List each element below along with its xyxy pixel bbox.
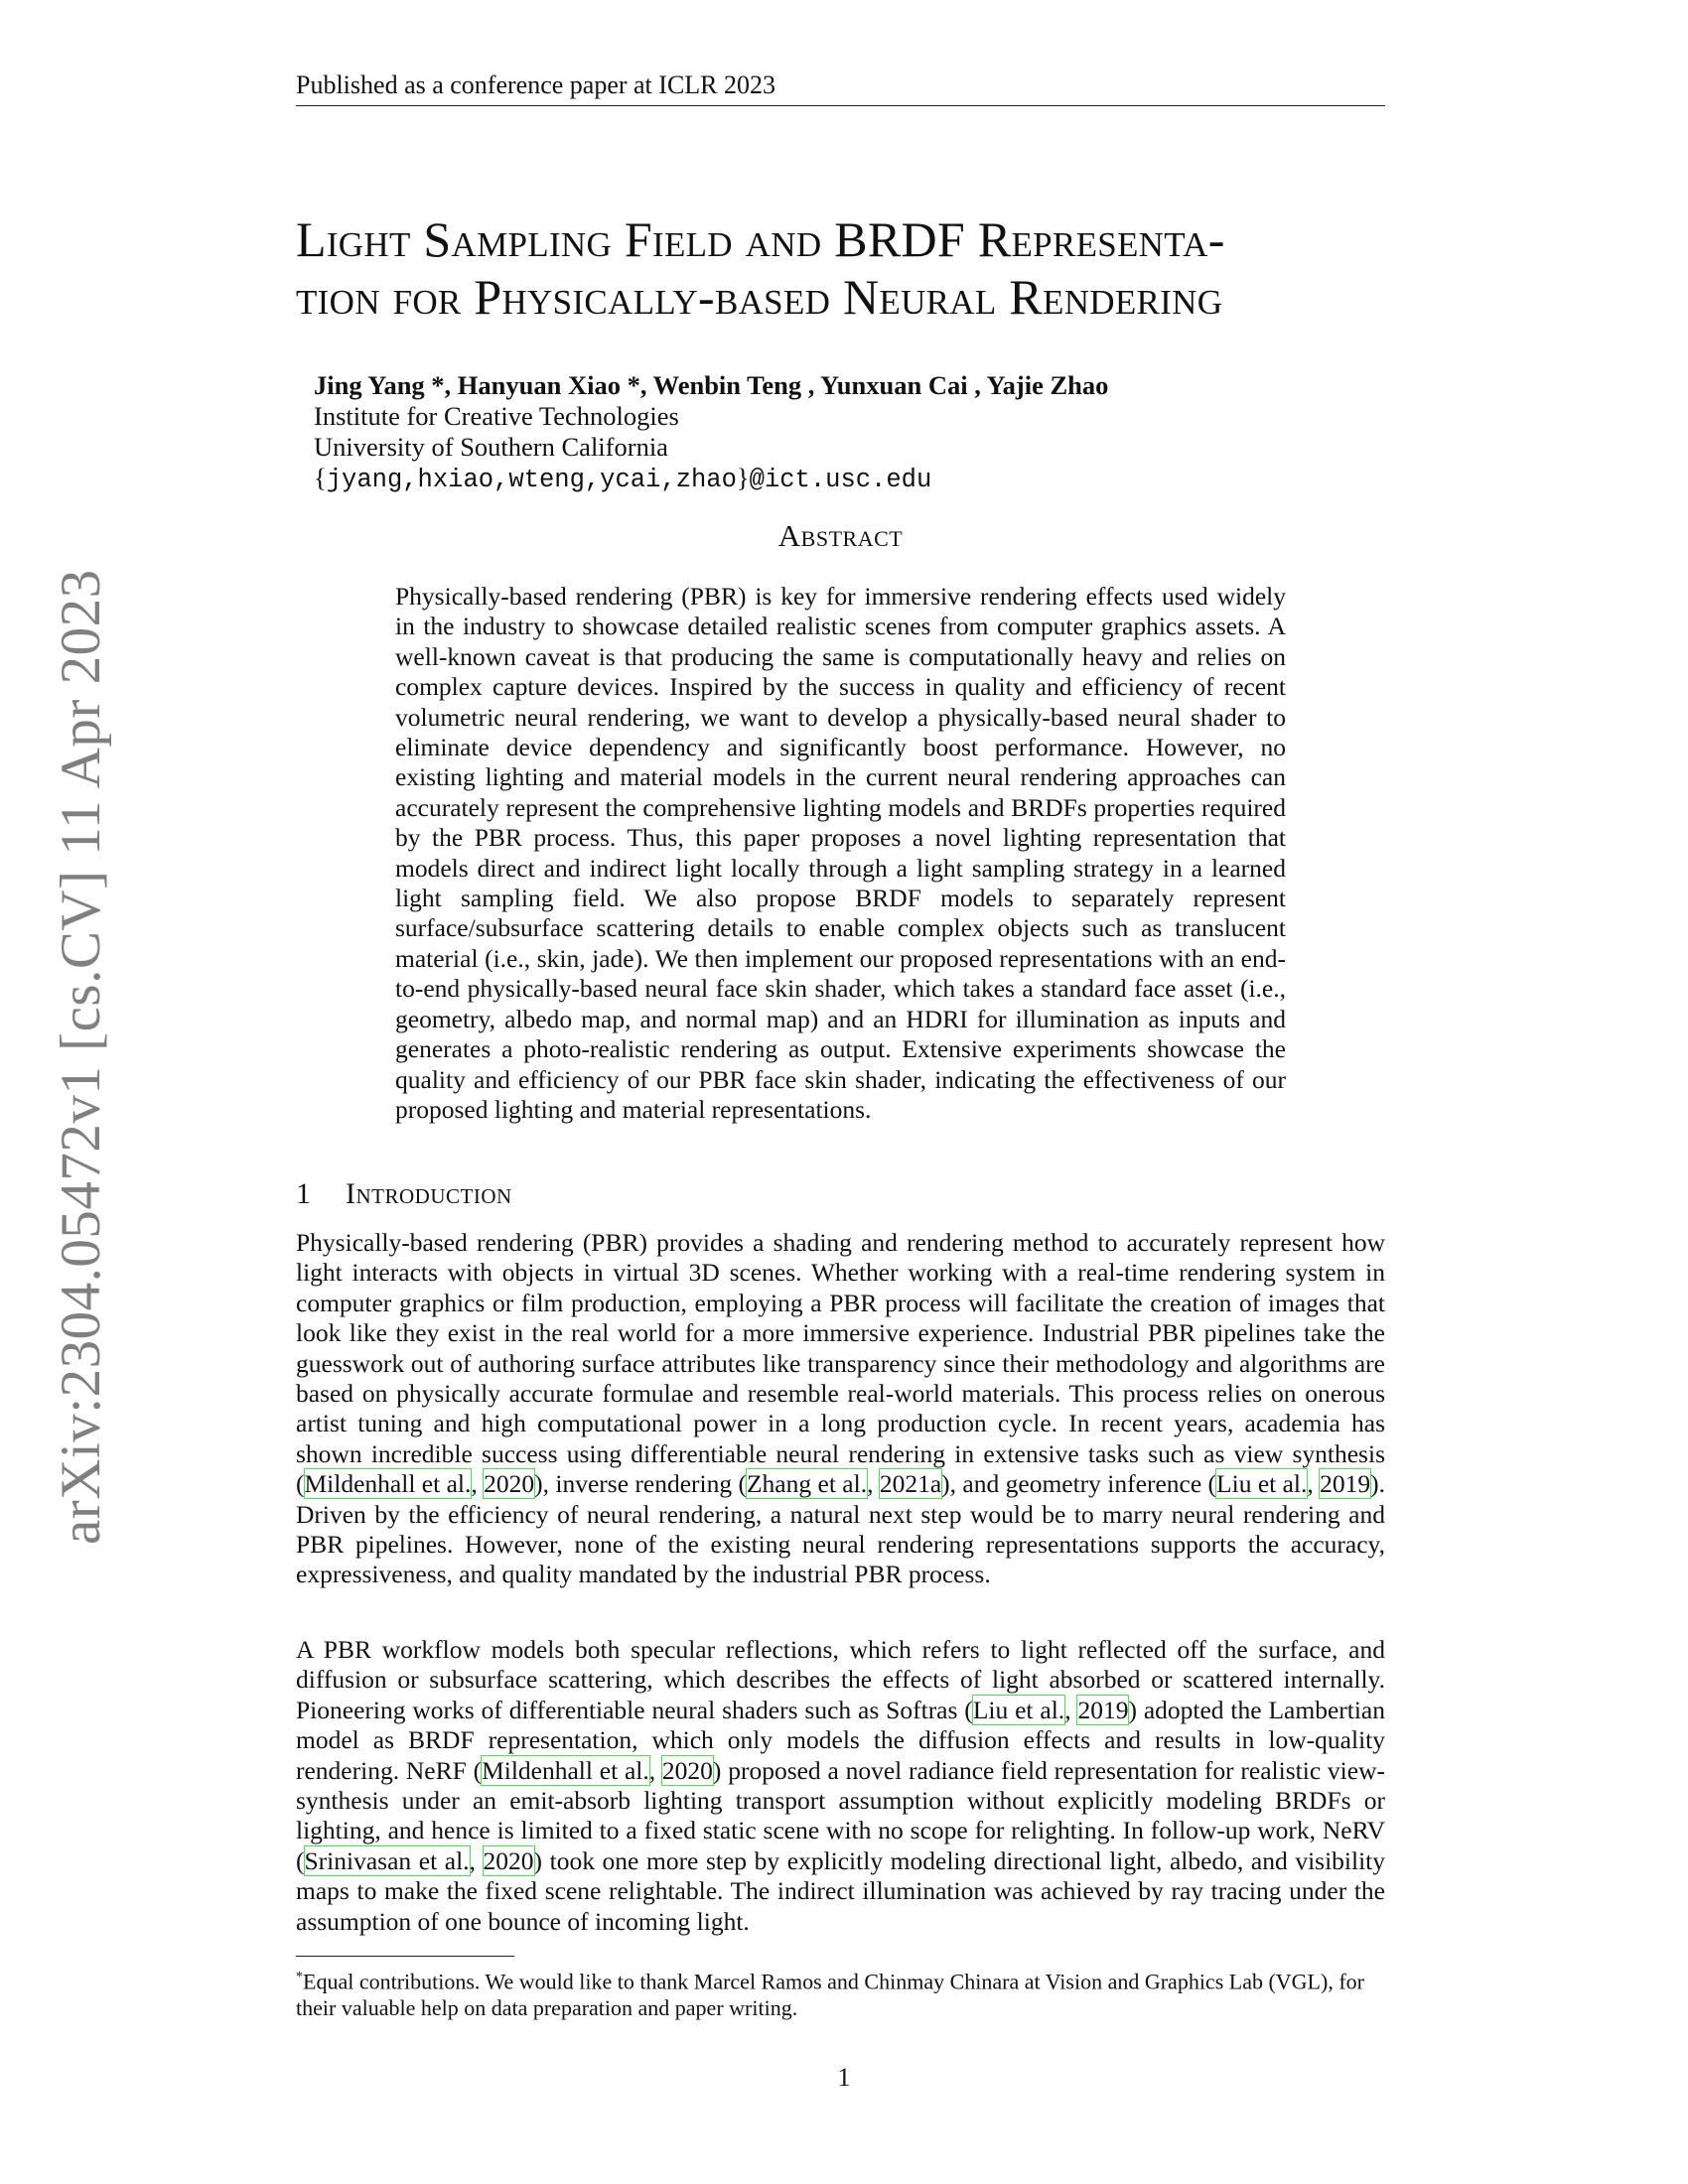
citation-link[interactable]: 2019 xyxy=(1077,1695,1129,1724)
email-users: jyang,hxiao,wteng,ycai,zhao xyxy=(326,466,737,494)
section-number: 1 xyxy=(296,1177,312,1210)
footnote-mark: * xyxy=(296,1970,303,1984)
text-run: , xyxy=(469,1845,484,1875)
text-run: , xyxy=(867,1469,880,1499)
text-run: ) took one more step by explicitly modeling directional light, albedo, and visibility maps to make the fixed scene relightable. The indirect illumination was achieved by ray tracing under the assumption of one bounce of incoming light. xyxy=(296,1845,1386,1936)
citation-link[interactable]: Mildenhall et al. xyxy=(482,1755,649,1785)
citation-link[interactable]: 2020 xyxy=(483,1845,534,1875)
author-university: University of Southern California xyxy=(314,432,668,462)
intro-paragraph-2 xyxy=(296,1635,1385,1937)
citation-link[interactable]: Liu et al. xyxy=(1216,1469,1308,1499)
citation-link[interactable]: 2021a xyxy=(879,1469,942,1499)
footnote xyxy=(296,1964,1385,2021)
text-run: , xyxy=(471,1469,485,1499)
citation-link[interactable]: 2020 xyxy=(484,1469,535,1499)
text-run: ). Driven by the efficiency of neural rendering, a natural next step would be to marry neural rendering and PBR pipelines. However, none of the existing neural rendering representations supports the accuracy, expressiveness, and quality mandated by the industrial PBR process. xyxy=(296,1469,1386,1589)
text-run: , xyxy=(1307,1469,1321,1499)
author-block xyxy=(314,370,1386,495)
author-institute: Institute for Creative Technologies xyxy=(314,401,679,431)
text-run: , xyxy=(1064,1695,1078,1724)
paper-title xyxy=(296,210,1398,326)
running-header: Published as a conference paper at ICLR 2023 xyxy=(296,69,1385,106)
footnote-rule xyxy=(296,1956,514,1957)
author-email[interactable] xyxy=(314,463,1386,495)
email-brace-close: } xyxy=(736,463,750,492)
text-run: , xyxy=(648,1755,662,1785)
citation-link[interactable]: 2019 xyxy=(1320,1469,1371,1499)
page-number: 1 xyxy=(837,2063,851,2092)
text-run: A PBR workflow models both specular reflections, which refers to light reflected off the surface, and diffusion or subsurface scattering, which describes the effects of light absorbed or scattered internally. Pioneering works of differentiable neural shaders such as Softras ( xyxy=(296,1635,1385,1724)
arxiv-stamp: arXiv:2304.05472v1 [cs.CV] 11 Apr 2023 xyxy=(50,569,112,1545)
citation-link[interactable]: Mildenhall et al. xyxy=(304,1469,472,1499)
abstract-heading: Abstract xyxy=(777,518,904,553)
citation-link[interactable]: Liu et al. xyxy=(972,1695,1065,1724)
intro-paragraph-1 xyxy=(296,1228,1385,1590)
text-run: ) proposed a novel radiance field representation for realistic view-synthesis under an emit-absorb lighting transport assumption without explicitly modeling BRDFs or lighting, and hence is limited to a fixed static scene with no scope for relighting. In follow-up work, NeRV ( xyxy=(296,1755,1385,1875)
abstract-text: Physically-based rendering (PBR) is key for immersive rendering effects used widely in the industry to showcase detailed realistic scenes from computer graphics assets. A well-known caveat is that producing the same is computationally heavy and relies on complex capture devices. Inspired by the success in quality and efficiency of recent volumetric neural rendering, we want to develop a physically-based neural shader to eliminate device dependency and significantly boost performance. However, no existing lighting and material models in the current neural rendering approaches can accurately represent the comprehensive lighting models and BRDFs properties required by the PBR process. Thus, this paper proposes a novel lighting representation that models direct and indirect light locally through a light sampling strategy in a learned light sampling field. We also propose BRDF models to separately represent surface/subsurface scattering details to enable complex objects such as translucent material (i.e., skin, jade). We then implement our proposed representations with an end-to-end physically-based neural face skin shader, which takes a standard face asset (i.e., geometry, albedo map, and normal map) and an HDRI for illumination as inputs and generates a photo-realistic rendering as output. Extensive experiments showcase the quality and efficiency of our PBR face skin shader, indicating the effectiveness of our proposed lighting and material representations. xyxy=(395,582,1286,1124)
title-line-1: Light Sampling Field and BRDF Representa- xyxy=(296,211,1225,267)
text-run: ) adopted the Lambertian model as BRDF representation, which only models the diffusion effects and results in low-quality rendering. NeRF ( xyxy=(296,1695,1386,1785)
text-run: ), and geometry inference ( xyxy=(941,1469,1217,1499)
section-title: Introduction xyxy=(346,1177,512,1210)
citation-link[interactable]: Zhang et al. xyxy=(746,1469,868,1499)
author-names: Jing Yang *, Hanyuan Xiao *, Wenbin Teng , Yunxuan Cai , Yajie Zhao xyxy=(314,370,1109,400)
text-run: ), inverse rendering ( xyxy=(534,1469,747,1499)
citation-link[interactable]: Srinivasan et al. xyxy=(304,1845,470,1875)
text-run: Physically-based rendering (PBR) provides a shading and rendering method to accurately represent how light interacts with objects in virtual 3D scenes. Whether working with a real-time rendering system in computer graphics or film production, employing a PBR process will facilitate the creation of images that look like they exist in the real world for a more immersive experience. Industrial PBR pipelines take the guesswork out of authoring surface attributes like transparency since their methodology and algorithms are based on physically accurate formulae and resemble real-world materials. This process relies on onerous artist tuning and high computational power in a long production cycle. In recent years, academia has shown incredible success using differentiable neural rendering in extensive tasks such as view synthesis ( xyxy=(296,1228,1385,1499)
footnote-text: Equal contributions. We would like to thank Marcel Ramos and Chinmay Chinara at Vision and Graphics Lab (VGL), for their valuable help on data preparation and paper writing. xyxy=(296,1969,1364,2021)
citation-link[interactable]: 2020 xyxy=(661,1755,713,1785)
email-brace-open: { xyxy=(314,463,327,492)
section-heading xyxy=(296,1177,512,1211)
title-line-2: tion for Physically-based Neural Rendering xyxy=(296,269,1223,325)
email-domain: @ict.usc.edu xyxy=(749,466,932,494)
